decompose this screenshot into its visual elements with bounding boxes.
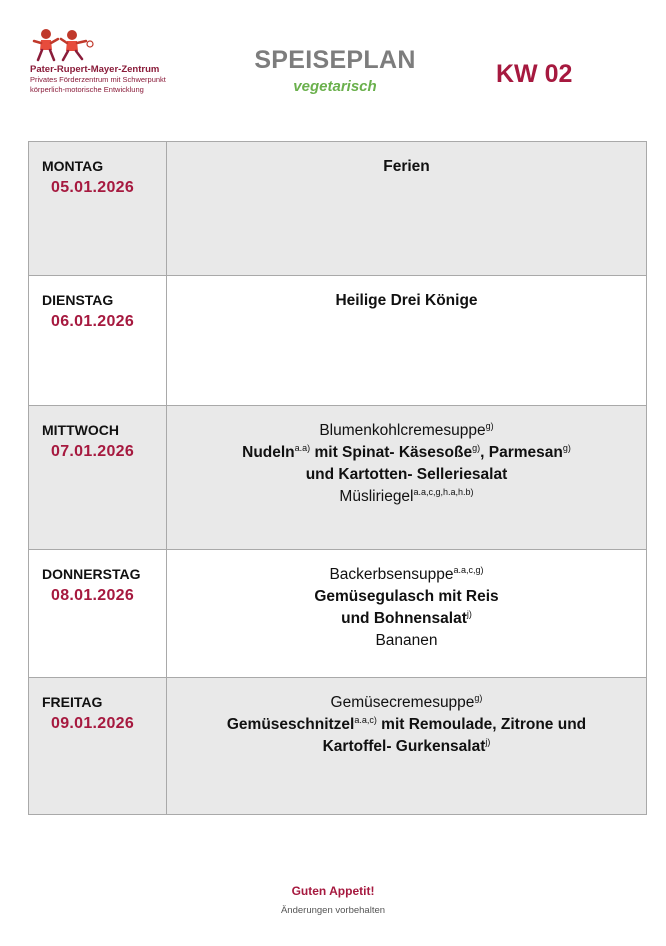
day-row — [29, 142, 647, 276]
menu-table — [28, 141, 647, 815]
menu-line — [167, 486, 646, 508]
menu-line — [167, 586, 646, 608]
dish-text: Kartoffel- Gurkensalat — [322, 738, 486, 755]
day-row — [29, 678, 647, 815]
side-text: Bananen — [375, 632, 438, 649]
dish-text: und Bohnensalat — [341, 610, 467, 627]
day-cell — [29, 550, 167, 678]
menu-line — [167, 736, 646, 758]
menu-line — [167, 608, 646, 630]
menu-cell — [167, 276, 647, 406]
page-title-block — [230, 46, 440, 95]
side-text: Blumenkohlcremesuppe — [319, 422, 486, 439]
menu-cell — [167, 142, 647, 276]
day-row — [29, 406, 647, 550]
day-date: 05.01.2026 — [51, 179, 135, 196]
side-text: Müsliriegel — [339, 488, 414, 505]
footer-note: Änderungen vorbehalten — [280, 905, 386, 916]
menu-line — [167, 464, 646, 486]
day-row — [29, 550, 647, 678]
allergen-code: g) — [562, 443, 571, 453]
day-date: 06.01.2026 — [51, 313, 135, 330]
menu-cell — [167, 406, 647, 550]
day-cell — [29, 678, 167, 815]
dish-text: Heilige Drei Könige — [335, 292, 478, 309]
dish-text: Nudeln — [242, 444, 295, 461]
menu-line — [167, 564, 646, 586]
day-cell — [29, 142, 167, 276]
org-subtitle-line1: Privates Förderzentrum mit Schwerpunkt — [30, 75, 166, 84]
footer-greeting: Guten Appetit! — [291, 884, 375, 898]
page-subtitle: vegetarisch — [293, 78, 377, 95]
allergen-code: g) — [485, 421, 494, 431]
allergen-code: a.a,c,g,h.a,h.b) — [413, 487, 474, 497]
allergen-code: g) — [472, 443, 481, 453]
allergen-code: j) — [466, 609, 472, 619]
allergen-code: g) — [474, 693, 483, 703]
page-title: SPEISEPLAN — [254, 46, 416, 74]
day-name: MONTAG — [42, 158, 104, 174]
side-text: Gemüsecremesuppe — [330, 694, 475, 711]
day-date: 09.01.2026 — [51, 715, 135, 732]
dish-text: mit Spinat- Käsesoße — [310, 444, 473, 461]
day-name: DIENSTAG — [42, 292, 114, 308]
allergen-code: a.a,c,g) — [453, 565, 484, 575]
menu-line — [167, 442, 646, 464]
day-date: 08.01.2026 — [51, 587, 135, 604]
dish-text: Gemüsegulasch mit Reis — [314, 588, 499, 605]
children-logo-icon — [32, 28, 102, 62]
dish-text: mit Remoulade, Zitrone und — [376, 716, 587, 733]
dish-text: , Parmesan — [480, 444, 563, 461]
org-logo — [30, 28, 220, 95]
menu-line — [167, 156, 646, 178]
menu-line — [167, 630, 646, 652]
day-name: DONNERSTAG — [42, 566, 141, 582]
org-subtitle-line2: körperlich-motorische Entwicklung — [30, 85, 144, 94]
menu-line — [167, 420, 646, 442]
day-cell — [29, 406, 167, 550]
dish-text: Ferien — [383, 158, 430, 175]
dish-text: und Kartotten- Selleriesalat — [305, 466, 508, 483]
day-cell — [29, 276, 167, 406]
side-text: Backerbsensuppe — [329, 566, 454, 583]
day-date: 07.01.2026 — [51, 443, 135, 460]
dish-text: Gemüseschnitzel — [226, 716, 355, 733]
org-name: Pater-Rupert-Mayer-Zentrum — [30, 64, 160, 75]
menu-cell — [167, 550, 647, 678]
day-name: MITTWOCH — [42, 422, 119, 438]
allergen-code: a.a) — [294, 443, 311, 453]
menu-cell — [167, 678, 647, 815]
allergen-code: j) — [485, 737, 491, 747]
menu-line — [167, 692, 646, 714]
day-name: FREITAG — [42, 694, 103, 710]
menu-line — [167, 714, 646, 736]
day-row — [29, 276, 647, 406]
allergen-code: a.a,c) — [354, 715, 377, 725]
week-label: KW 02 — [496, 60, 573, 88]
menu-line — [167, 290, 646, 312]
